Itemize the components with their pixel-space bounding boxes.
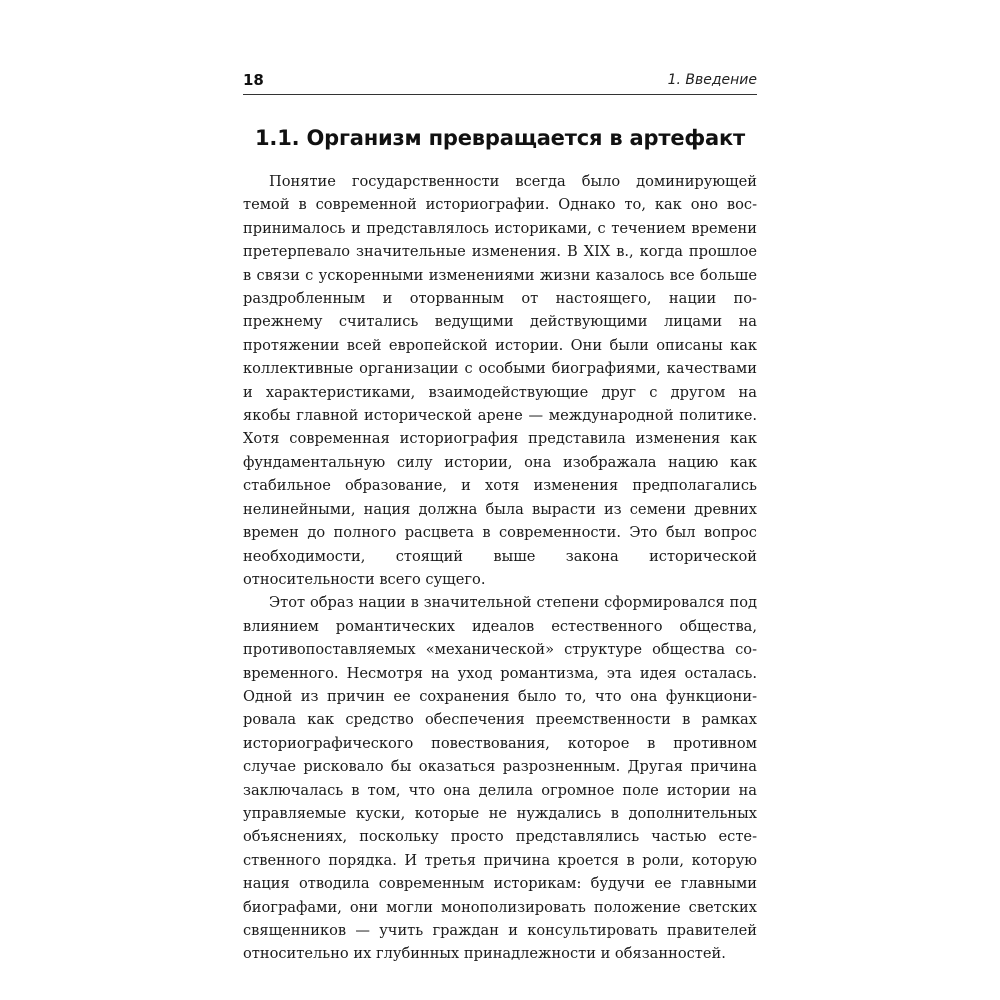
chapter-title: 1. Введение — [667, 72, 757, 88]
body-text — [243, 170, 757, 966]
paragraph: Понятие государственности всегда было доминирующей темой в современной историографии. Однако то, как оно воспринималось и представлялось историками, с течением времени претерпевало значительные изменения. В XIX в., когда прошлое в связи с ускоренными изменениями жизни казалось все больше раздробленным и оторванным от настоящего, нации по-прежнему считались ведущими действующими лицами на протяжении всей европейской истории. Они были описаны как коллективные организации с особыми биографиями, качествами и характеристиками, взаимодействующие друг с другом на якобы главной исторической арене — международной политике. Хотя современная историография представила изменения как фундаментальную силу истории, она изображала нацию как стабильное образование, и хотя изменения предполагались нелинейными, нация должна была вырасти из семени древних времен до полного расцвета в современности. Это был вопрос необходимости, стоящий выше закона исторической относительности всего сущего. — [243, 173, 757, 588]
running-header — [243, 70, 757, 95]
paragraph: Этот образ нации в значительной степени сформировался под влиянием романтических идеалов естественного общества, противопоставляемых «механической» структуре общества современного. Несмотря на уход романтизма, эта идея осталась. Одной из причин ее сохранения было то, что она функционировала как средство обеспечения преемственности в рамках историографического повествования, которое в противном случае рисковало бы оказаться разрозненным. Другая причина заключалась в том, что она делила огромное поле истории на управляемые куски, которые не нуждались в дополнительных объяснениях, поскольку просто представлялись частью естественного порядка. И третья причина кроется в роли, которую нация отводила современным историкам: будучи ее главными биографами, они могли монополизировать положение светских священников — учить граждан и консультировать правителей относительно их глубинных принадлежности и обязанностей. — [243, 594, 757, 963]
page-number: 18 — [243, 71, 264, 89]
section-heading: 1.1. Организм превращается в артефакт — [255, 126, 745, 150]
